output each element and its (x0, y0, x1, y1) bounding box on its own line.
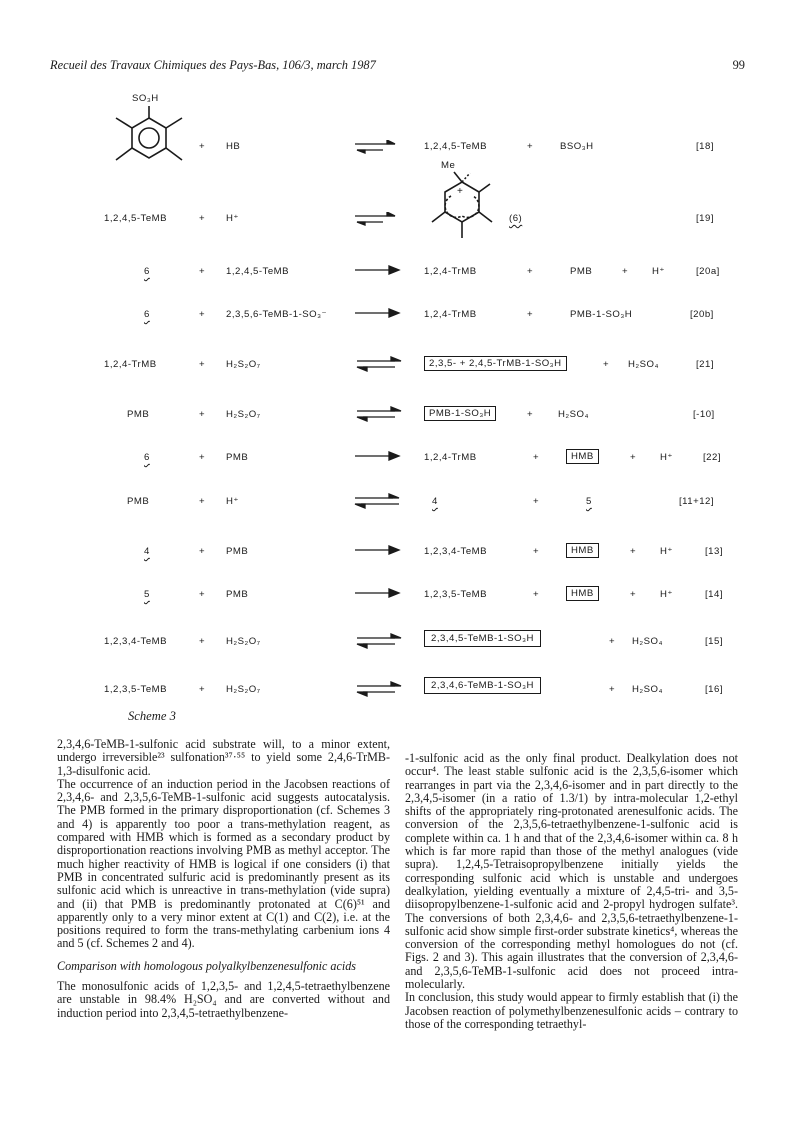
equation-number: [20a] (696, 266, 720, 277)
product-3: H⁺ (660, 589, 673, 600)
plus-sign: + (533, 496, 540, 507)
equation-number: [15] (705, 636, 724, 647)
plus-sign: + (527, 141, 534, 152)
equilibrium-arrow (353, 140, 399, 154)
equation-number: [19] (696, 213, 715, 224)
reactant-2: H⁺ (226, 496, 239, 507)
paragraph: -1-sulfonic acid as the only final product. Dealkylation does not occur⁴. The least stable sulfonic acid is the 2,3,5,6-isomer which rearranges in part via the 2,3,4,6-isomer and in part directly to the 2,3,4,5-isomer (in a ratio of 1.3/1) by intra-molecular 1,2-ethyl shifts of the appropriately ring-protonated arenesulfonic acids. The conversion of the 2,3,5,6-tetraethylbenzene-1-sulfonic acid is complete within ca. 1 h and that of the 2,3,4,6-isomer within ca. 8 h which is far more rapid than those of the methyl analogues (vide supra). 1,2,4,5-Tetraisopropylbenzene initially yields the corresponding sulfonic acid which is unstable and undergoes dealkylation, yielding eventually a mixture of 2,4,5-tri- and 3,5-diisopropylbenzene-1-sulfonic acid and 2-propyl hydrogen sulfate³. The conversions of both 2,3,4,6- and 2,3,5,6-tetraethylbenzene-1-sulfonic acid show simple first-order substrate kinetics⁴, whereas the conversion of the corresponding methyl homologues do not (cf. Figs. 2 and 3). This again illustrates that the conversion of 2,3,4,6- and 2,3,5,6-TeMB-1-sulfonic acid does not proceed intra-molecularly. (405, 751, 738, 992)
product-3: H⁺ (660, 546, 673, 557)
equilibrium-arrow (353, 212, 399, 226)
reactant-2: 2,3,5,6-TeMB-1-SO₃⁻ (226, 309, 328, 320)
paragraph: In conclusion, this study would appear to firmly establish that (i) the Jacobsen reaction of polymethylbenzenesulfonic acids – contrary to those of the corresponding tetraethyl- (405, 990, 738, 1031)
plus-sign: + (199, 546, 206, 557)
compound-4: 4 (432, 496, 438, 507)
reactant-1: 1,2,4-TrMB (104, 359, 157, 370)
product-2: BSO₃H (560, 141, 594, 152)
product-2: H₂SO₄ (558, 409, 589, 420)
plus-sign: + (630, 546, 637, 557)
reactant-2: PMB (226, 452, 249, 463)
boxed-product: HMB (566, 543, 599, 558)
reactant-1: 1,2,3,4-TeMB (104, 636, 168, 647)
compound-5: 5 (586, 496, 592, 507)
right-text-column (405, 752, 738, 1031)
plus-sign: + (199, 309, 206, 320)
boxed-product: HMB (566, 586, 599, 601)
product-3: H⁺ (660, 452, 673, 463)
plus-sign: + (630, 452, 637, 463)
equation-number: [21] (696, 359, 715, 370)
compound-number: (6) (509, 213, 523, 224)
boxed-product: 2,3,5- + 2,4,5-TrMB-1-SO₃H (424, 356, 567, 371)
plus-sign: + (199, 359, 206, 370)
product-2: H₂SO₄ (632, 684, 663, 695)
reactant-1: 6 (144, 266, 150, 277)
reactant-1: 1,2,3,5-TeMB (104, 684, 168, 695)
reactant-2: H₂S₂O₇ (226, 684, 261, 695)
plus-sign: + (199, 496, 206, 507)
reactant-1: PMB (127, 409, 150, 420)
plus-sign: + (622, 266, 629, 277)
plus-sign: + (199, 266, 206, 277)
reactant-2: 1,2,4,5-TeMB (226, 266, 290, 277)
equilibrium-arrow (353, 493, 401, 509)
reactant-2: H₂S₂O₇ (226, 636, 261, 647)
reaction-arrow (353, 308, 401, 318)
plus-sign: + (199, 452, 206, 463)
equation-number: [20b] (690, 309, 714, 320)
product-2: PMB (570, 266, 593, 277)
journal-citation: Recueil des Travaux Chimiques des Pays-Bas, 106/3, march 1987 (50, 58, 376, 72)
product-1: 1,2,3,5-TeMB (424, 589, 488, 600)
equilibrium-arrow (355, 406, 403, 422)
cation-charge: + (457, 186, 464, 197)
reaction-arrow (353, 545, 401, 555)
reactant-2: H⁺ (226, 213, 239, 224)
reactant-1: 5 (144, 589, 150, 600)
equation-number: [-10] (693, 409, 715, 420)
equilibrium-arrow (355, 633, 403, 649)
equation-number: [18] (696, 141, 715, 152)
plus-sign: + (527, 409, 534, 420)
plus-sign: + (533, 546, 540, 557)
plus-sign: + (199, 213, 206, 224)
plus-sign: + (603, 359, 610, 370)
page-number: 99 (732, 58, 745, 72)
plus-sign: + (199, 141, 206, 152)
reactant-1: 6 (144, 309, 150, 320)
product-2: H₂SO₄ (628, 359, 659, 370)
boxed-product: 2,3,4,5-TeMB-1-SO₃H (424, 630, 541, 647)
reaction-arrow (353, 451, 401, 461)
plus-sign: + (609, 684, 616, 695)
reactant-1: 6 (144, 452, 150, 463)
product-3: H⁺ (652, 266, 665, 277)
plus-sign: + (199, 409, 206, 420)
paragraph: The occurrence of an induction period in the Jacobsen reactions of 2,3,4,6- and 2,3,5,6-TeMB-1-sulfonic acid suggests autocatalysis. The PMB formed in the primary disproportionation (cf. Schemes 3 and 4) is apparently too poor a trans-methylation reagent, as compared with HMB which is formed as a secondary product by disproportionation reactions involving PMB as methyl acceptor. The much higher reactivity of HMB is logical if one considers (i) that PMB in concentrated sulfuric acid is predominantly present as its sulfonic acid which is unreactive in trans-methylation (vide supra) and (ii) that PMB is predominantly protonated at C(6)⁵¹ and apparently only to a very minor extent at C(1) and C(2), i.e. at the positions required to form the trans-methylating carbenium ions 4 and 5 (cf. Schemes 2 and 4). (57, 776, 390, 951)
equilibrium-arrow (355, 356, 403, 372)
equation-number: [14] (705, 589, 724, 600)
plus-sign: + (527, 309, 534, 320)
reactant-2: PMB (226, 589, 249, 600)
paragraph: 2,3,4,6-TeMB-1-sulfonic acid substrate will, to a minor extent, undergo irreversible²³ sulfonation³⁷·⁵⁵ to yield some 2,4,6-TrMB-1,3-disulfonic acid. (57, 737, 390, 778)
plus-sign: + (609, 636, 616, 647)
left-text-column (57, 738, 390, 1020)
plus-sign: + (630, 589, 637, 600)
reactant-2: HB (226, 141, 241, 152)
product-2: H₂SO₄ (632, 636, 663, 647)
equation-number: [13] (705, 546, 724, 557)
reaction-arrow (353, 588, 401, 598)
product-1: 1,2,4-TrMB (424, 452, 477, 463)
product-2: PMB-1-SO₃H (570, 309, 633, 320)
boxed-product: 2,3,4,6-TeMB-1-SO₃H (424, 677, 541, 694)
boxed-product: HMB (566, 449, 599, 464)
product-1: 1,2,4,5-TeMB (424, 141, 488, 152)
reactant-2: PMB (226, 546, 249, 557)
product-1: 1,2,3,4-TeMB (424, 546, 488, 557)
methyl-label: Me (441, 160, 456, 171)
so3h-substituent-label: SO₃H (132, 93, 159, 104)
paragraph: The monosulfonic acids of 1,2,3,5- and 1,2,4,5-tetraethylbenzene are unstable in 98.4% H₂SO₄ and are converted without and induction period into 2,3,4,5-tetraethylbenzene- (57, 979, 390, 1020)
tetramethylbenzenesulfonic-acid-structure (108, 104, 190, 184)
section-subheading: Comparison with homologous polyalkylbenzenesulfonic acids (57, 958, 356, 973)
plus-sign: + (533, 452, 540, 463)
product-1: 1,2,4-TrMB (424, 309, 477, 320)
plus-sign: + (199, 636, 206, 647)
reactant-1: 4 (144, 546, 150, 557)
plus-sign: + (533, 589, 540, 600)
equation-number: [22] (703, 452, 722, 463)
equation-number: [11+12] (679, 496, 715, 507)
scheme-caption: Scheme 3 (128, 709, 176, 723)
reactant-1: 1,2,4,5-TeMB (104, 213, 168, 224)
product-1: 1,2,4-TrMB (424, 266, 477, 277)
reactant-2: H₂S₂O₇ (226, 359, 261, 370)
plus-sign: + (527, 266, 534, 277)
reactant-2: H₂S₂O₇ (226, 409, 261, 420)
boxed-product: PMB-1-SO₃H (424, 406, 496, 421)
plus-sign: + (199, 589, 206, 600)
reactant-1: PMB (127, 496, 150, 507)
reaction-arrow (353, 265, 401, 275)
equation-number: [16] (705, 684, 724, 695)
arenium-ion-6-structure (424, 170, 500, 250)
equilibrium-arrow (355, 681, 403, 697)
plus-sign: + (199, 684, 206, 695)
